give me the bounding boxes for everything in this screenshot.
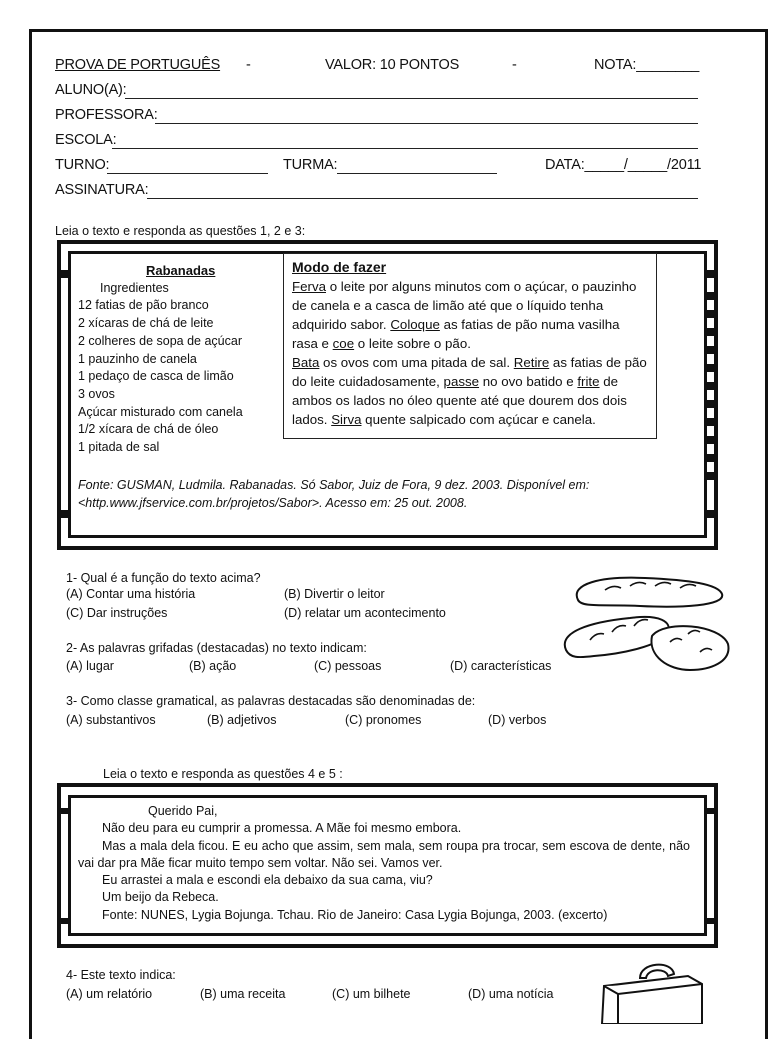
student-field[interactable] [125, 98, 698, 99]
grade-field[interactable]: NOTA:________ [594, 57, 700, 73]
underlined-verb: frite [577, 374, 600, 389]
shift-label: TURNO: [55, 157, 110, 173]
underlined-verb: passe [443, 374, 480, 389]
exam-value: VALOR: 10 PONTOS [325, 57, 460, 73]
method-text: quente salpicado com açúcar e canela. [361, 412, 596, 427]
student-label: ALUNO(A): [55, 82, 127, 98]
q1-option-c[interactable]: (C) Dar instruções [66, 606, 168, 620]
letter-source: Fonte: NUNES, Lygia Bojunga. Tchau. Rio de Janeiro: Casa Lygia Bojunga, 2003. (excerto) [102, 907, 608, 922]
letter-greeting: Querido Pai, [148, 804, 218, 818]
ingredients-list [78, 262, 243, 457]
letter-signature: Um beijo da Rebeca. [102, 890, 219, 905]
q3-option-c[interactable]: (C) pronomes [345, 713, 422, 727]
frame-ornament [704, 808, 718, 814]
teacher-label: PROFESSORA: [55, 107, 158, 123]
q2-option-d[interactable]: (D) características [450, 659, 552, 673]
shift-field[interactable] [107, 173, 268, 174]
q2-option-b[interactable]: (B) ação [189, 659, 237, 673]
frame-ornament [57, 918, 71, 924]
ingredient-item: 2 xícaras de chá de leite [78, 316, 214, 331]
suitcase-icon [596, 958, 706, 1024]
bread-icon [560, 570, 735, 675]
instruction-1: Leia o texto e responda as questões 1, 2 e 3: [55, 224, 306, 238]
frame-ornament [57, 510, 71, 518]
instruction-2: Leia o texto e responda as questões 4 e 5 : [103, 767, 343, 781]
signature-label: ASSINATURA: [55, 182, 149, 198]
header-separator: - [246, 57, 251, 73]
underlined-verb: Retire [513, 355, 550, 370]
teacher-field[interactable] [155, 123, 698, 124]
ingredient-item: Açúcar misturado com canela [78, 404, 243, 419]
ingredient-item: 2 colheres de sopa de açúcar [78, 333, 242, 348]
underlined-verb: Ferva [292, 279, 326, 294]
frame-ornament [57, 808, 71, 814]
method-text: os ovos com uma pitada de sal. [319, 355, 514, 370]
ingredients-label: Ingredientes [100, 280, 169, 295]
ingredient-item: 1 pauzinho de canela [78, 351, 197, 366]
question-3: 3- Como classe gramatical, as palavras destacadas são denominadas de: [66, 694, 476, 708]
method-text: o leite por alguns minutos com o açúcar, o pauzinho de canela e a casca de limão até que o líquido tenha adquirido sabor. [292, 279, 637, 332]
letter-paragraph: Mas a mala dela ficou. E eu acho que assim, sem mala, sem roupa pra trocar, sem escova de dente, não vai dar pra Mãe ficar muito tempo sem voltar. Não sei. Vamos ver. [78, 838, 690, 870]
question-1: 1- Qual é a função do texto acima? [66, 571, 261, 585]
q4-option-a[interactable]: (A) um relatório [66, 987, 153, 1001]
header-separator: - [512, 57, 517, 73]
method-title: Modo de fazer [292, 259, 387, 275]
question-2: 2- As palavras grifadas (destacadas) no texto indicam: [66, 641, 367, 655]
frame-ornament [704, 918, 718, 924]
method-text: de ambos os lados no óleo quente até que dourem dos dois lados. [292, 374, 627, 427]
ingredient-item: 12 fatias de pão branco [78, 298, 209, 313]
exam-title: PROVA DE PORTUGUÊS [55, 57, 221, 73]
q1-option-a[interactable]: (A) Contar uma história [66, 587, 196, 601]
method-text: as fatias de pão do leite cuidadosamente, [292, 355, 647, 389]
school-field[interactable] [112, 148, 698, 149]
q1-option-d[interactable]: (D) relatar um acontecimento [284, 606, 446, 620]
ingredient-item: 1 pedaço de casca de limão [78, 369, 234, 384]
underlined-verb: Coloque [390, 317, 440, 332]
recipe-title: Rabanadas [146, 263, 216, 278]
ingredient-item: 1 pitada de sal [78, 440, 160, 455]
letter-paragraph: Não deu para eu cumprir a promessa. A Mãe foi mesmo embora. [102, 821, 462, 836]
recipe-source: Fonte: GUSMAN, Ludmila. Rabanadas. Só Sabor, Juiz de Fora, 9 dez. 2003. Disponível em:<http.www.jfservice.com.br/projetos/Sabor>. Acesso em: 25 out. 2008. [78, 478, 590, 510]
method-text: no ovo batido e [479, 374, 578, 389]
signature-field[interactable] [147, 198, 698, 199]
underlined-verb: Bata [292, 355, 320, 370]
class-field[interactable] [337, 173, 497, 174]
q4-option-d[interactable]: (D) uma notícia [468, 987, 554, 1001]
letter-text [78, 803, 690, 924]
ingredient-item: 3 ovos [78, 386, 115, 401]
q3-option-b[interactable]: (B) adjetivos [207, 713, 277, 727]
ingredient-item: 1/2 xícara de chá de óleo [78, 422, 219, 437]
q4-option-c[interactable]: (C) um bilhete [332, 987, 411, 1001]
q4-option-b[interactable]: (B) uma receita [200, 987, 286, 1001]
method-box [283, 253, 657, 439]
school-label: ESCOLA: [55, 132, 117, 148]
q1-option-b[interactable]: (B) Divertir o leitor [284, 587, 385, 601]
q2-option-c[interactable]: (C) pessoas [314, 659, 382, 673]
method-paragraph-1 [292, 277, 648, 353]
letter-paragraph: Eu arrastei a mala e escondi ela debaixo da sua cama, viu? [102, 873, 433, 888]
method-text: as fatias de pão numa vasilha rasa e [292, 317, 620, 351]
class-label: TURMA: [283, 157, 338, 173]
q3-option-a[interactable]: (A) substantivos [66, 713, 156, 727]
method-paragraph-2 [292, 353, 648, 429]
question-4: 4- Este texto indica: [66, 968, 176, 982]
underlined-verb: coe [332, 336, 355, 351]
frame-ornament [57, 270, 71, 278]
method-text: o leite sobre o pão. [354, 336, 471, 351]
date-field[interactable]: DATA:_____/_____/2011 [545, 157, 702, 173]
underlined-verb: Sirva [331, 412, 362, 427]
q3-option-d[interactable]: (D) verbos [488, 713, 547, 727]
q2-option-a[interactable]: (A) lugar [66, 659, 114, 673]
